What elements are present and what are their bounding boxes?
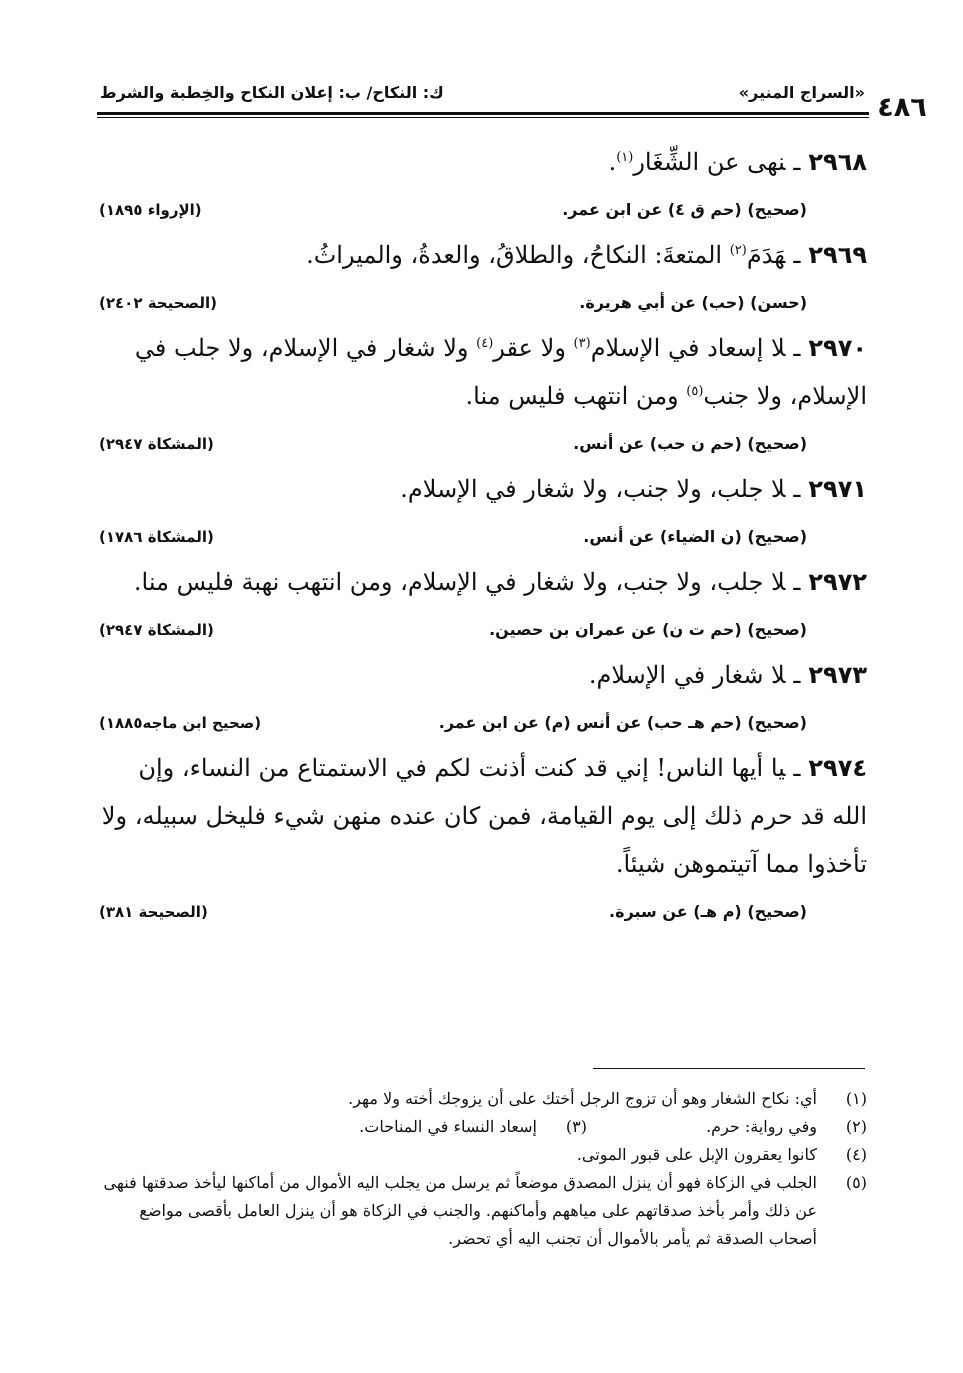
grade-text: (صحيح) (حم هـ حب) عن أنس (م) عن ابن عمر. — [438, 713, 807, 732]
separator: ـ — [793, 754, 801, 782]
footnote-text: أي: نكاح الشغار وهو أن تزوج الرجل أختك على أن يزوجك أخته ولا مهر. — [348, 1089, 817, 1108]
hadith-number: ٢٩٧٠ — [808, 334, 867, 362]
grade-reference: (الصحيحة ٢٤٠٢) — [99, 293, 217, 312]
grade-line — [97, 620, 867, 639]
hadith-text-mid: ولا شغار في الإسلام، ولا جلب في الإسلام، ولا جنب — [134, 334, 867, 410]
hadith-text: لا إسعاد في الإسلام — [590, 334, 786, 362]
hadith-text-end: المتعةَ: النكاحُ، والطلاقُ، والعدةُ، والميراثُ. — [306, 241, 730, 269]
footnotes — [97, 1085, 867, 1253]
grade-line — [97, 713, 867, 732]
hadith-text: يا أيها الناس! إني قد كنت أذنت لكم في الاستمتاع من النساء، وإن الله قد حرم ذلك إلى يوم القيامة، فمن كان عنده منهن شيء فليخل سبيله، ولا تأخذوا مما آتيتموهن شيئاً. — [101, 754, 867, 878]
grade-reference: (المشكاة ٢٩٤٧) — [99, 434, 214, 453]
hadith-entry — [97, 324, 867, 420]
footnote-number: (٥) — [845, 1173, 867, 1192]
footnote-number: (١) — [845, 1089, 867, 1108]
grade-line — [97, 527, 867, 546]
hadith-number: ٢٩٧١ — [808, 475, 867, 503]
separator: ـ — [793, 241, 801, 269]
separator: ـ — [793, 661, 801, 689]
grade-text: (صحيح) (ن الضياء) عن أنس. — [583, 527, 807, 546]
hadith-text-end: ومن انتهب فليس منا. — [465, 382, 687, 410]
page-number: ٤٨٦ — [877, 92, 927, 123]
hadith-text: لا جلب، ولا جنب، ولا شغار في الإسلام. — [400, 475, 786, 503]
chapter-title: ك: النكاح/ ب: إعلان النكاح والخِطبة والشرط — [100, 82, 444, 102]
hadith-number: ٢٩٧٣ — [808, 661, 867, 689]
hadith-entry — [97, 231, 867, 279]
running-header — [100, 76, 865, 108]
hadith-text: لا جلب، ولا جنب، ولا شغار في الإسلام، ومن انتهب نهبة فليس منا. — [133, 568, 786, 596]
footnote-number: (٤) — [845, 1145, 867, 1164]
hadith-entry — [97, 744, 867, 888]
footnote-text: إسعاد النساء في المناحات. — [359, 1117, 537, 1136]
hadith-number: ٢٩٧٤ — [808, 754, 867, 782]
separator: ـ — [793, 148, 801, 176]
grade-text: (صحيح) (حم ن حب) عن أنس. — [573, 434, 807, 453]
footnote-text: كانوا يعقرون الإبل على قبور الموتى. — [576, 1145, 817, 1164]
hadith-list — [97, 128, 867, 933]
footnote-text-pair — [97, 1113, 817, 1141]
footnote-text: الجلب في الزكاة فهو أن ينزل المصدق موضعاً ثم يرسل من يجلب اليه الأموال من أماكنها ليأخذ صدقتها فنهى عن ذلك وأمر بأخذ صدقاتهم على مياههم وأماكنهم. والجنب في الزكاة هو أن ينزل العامل بأقصى مواضع أصحاب الصدقة ثم يأمر بالأموال أن تجنب اليه أي تحضر. — [103, 1173, 817, 1248]
hadith-entry — [97, 558, 867, 606]
grade-text: (صحيح) (حم ق ٤) عن ابن عمر. — [562, 200, 807, 219]
grade-line — [97, 293, 867, 312]
grade-reference: (الصحيحة ٣٨١) — [99, 902, 208, 921]
hadith-text-end: . — [608, 148, 617, 176]
footnote-mark: (١) — [616, 150, 634, 165]
separator: ـ — [793, 568, 801, 596]
footnote-text: وفي رواية: حرم. — [706, 1117, 817, 1136]
grade-text: (صحيح) (م هـ) عن سبرة. — [609, 902, 807, 921]
hadith-text: هَدَمَ — [746, 241, 786, 269]
hadith-text: نهى عن الشِّغَار — [633, 148, 786, 176]
hadith-number: ٢٩٦٨ — [808, 148, 867, 176]
header-rule-thick — [97, 112, 869, 115]
footnote-mark: (٣) — [573, 336, 591, 351]
hadith-entry — [97, 138, 867, 186]
hadith-number: ٢٩٦٩ — [808, 241, 867, 269]
grade-text: (حسن) (حب) عن أبي هريرة. — [579, 293, 807, 312]
grade-reference: (الإرواء ١٨٩٥) — [99, 200, 202, 219]
footnote-item — [97, 1141, 867, 1169]
hadith-text: لا شغار في الإسلام. — [588, 661, 786, 689]
footnote-mark: (٢) — [729, 243, 747, 258]
hadith-entry — [97, 651, 867, 699]
footnote-number: (٢) — [845, 1117, 867, 1136]
grade-line — [97, 434, 867, 453]
book-title: «السراج المنير» — [738, 82, 865, 102]
grade-reference: (صحيح ابن ماجه١٨٨٥) — [99, 713, 262, 732]
grade-reference: (المشكاة ٢٩٤٧) — [99, 620, 214, 639]
footnote-item — [97, 1113, 867, 1141]
footnote-number: (٣) — [565, 1117, 587, 1136]
footnote-divider — [593, 1068, 865, 1069]
separator: ـ — [793, 334, 801, 362]
grade-line — [97, 200, 867, 219]
footnote-mark: (٥) — [686, 384, 704, 399]
hadith-text-mid: ولا عقر — [493, 334, 574, 362]
grade-line — [97, 902, 867, 921]
footnote-mark: (٤) — [476, 336, 494, 351]
footnote-item — [97, 1169, 867, 1253]
grade-reference: (المشكاة ١٧٨٦) — [99, 527, 214, 546]
footnote-item — [97, 1085, 867, 1113]
hadith-entry — [97, 465, 867, 513]
header-rule-thin — [97, 117, 869, 118]
separator: ـ — [793, 475, 801, 503]
hadith-number: ٢٩٧٢ — [808, 568, 867, 596]
grade-text: (صحيح) (حم ت ن) عن عمران بن حصين. — [489, 620, 807, 639]
